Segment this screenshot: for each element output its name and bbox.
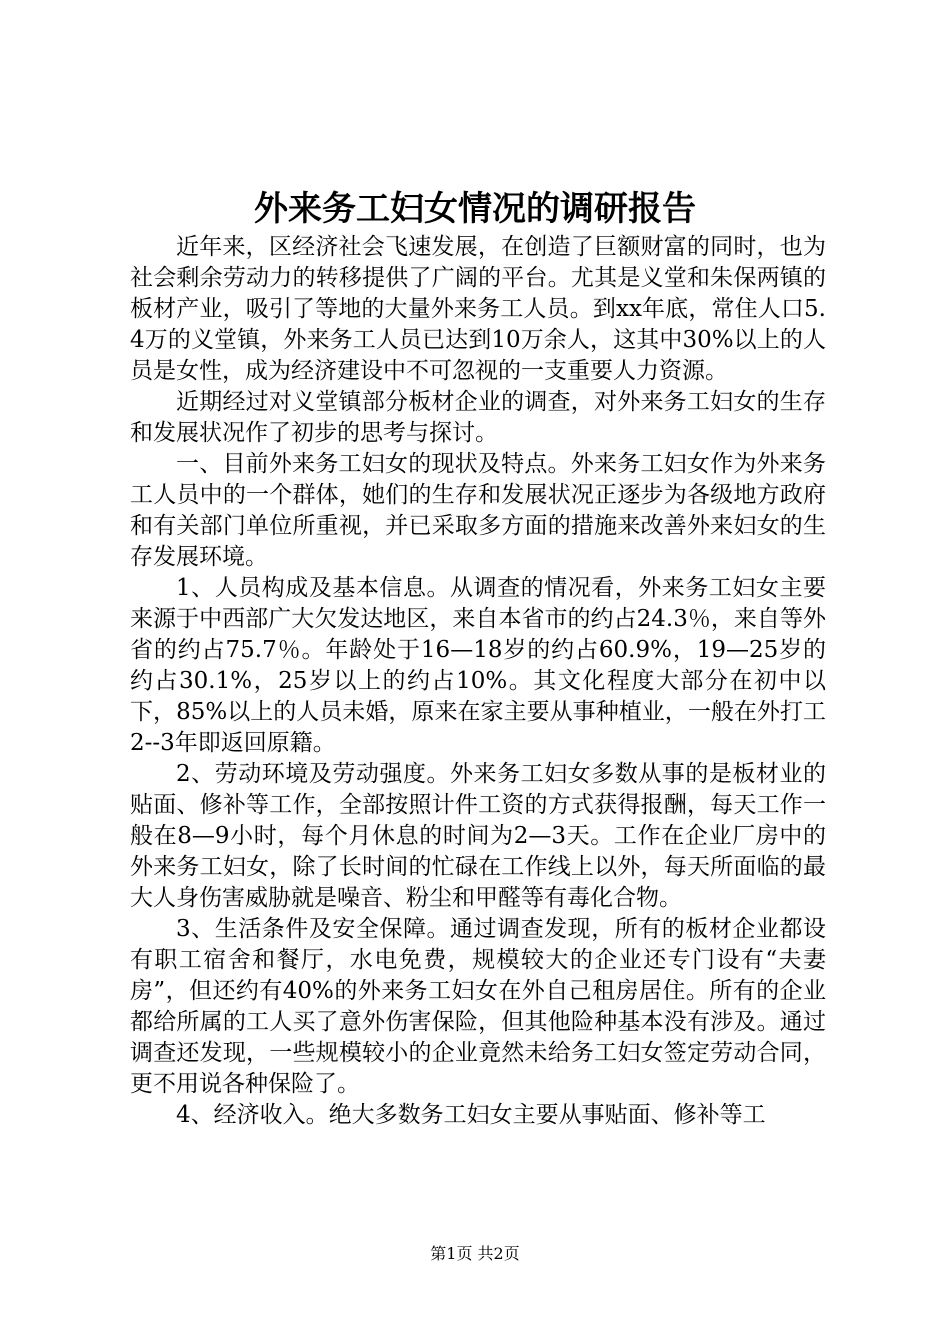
paragraph-section-one: 一、目前外来务工妇女的现状及特点。外来务工妇女作为外来务工人员中的一个群体，她们的生存和发展状况正逐步为各级地方政府和有关部门单位所重视，并已采取多方面的措施来改善外来妇女的生存发展环境。 [130,451,826,570]
paragraph-item-1: 1、人员构成及基本信息。从调查的情况看，外来务工妇女主要来源于中西部广大欠发达地区，来自本省市的约占24.3％，来自等外省的约占75.7％。年龄处于16—18岁的约占60.9%，19—25岁的约占30.1%，25岁以上的约占10%。其文化程度大部分在初中以下，85%以上的人员未婚，原来在家主要从事种植业，一般在外打工2--3年即返回原籍。 [130,575,826,756]
document-body [130,232,826,1131]
document-title: 外来务工妇女情况的调研报告 [254,189,696,229]
paragraph-item-3: 3、生活条件及安全保障。通过调查发现，所有的板材企业都设有职工宿舍和餐厅，水电免费，规模较大的企业还专门设有“夫妻房”，但还约有40%的外来务工妇女在外自己租房居住。所有的企业都给所属的工人买了意外伤害保险，但其他险种基本没有涉及。通过调查还发现，一些规模较小的企业竟然未给务工妇女签定劳动合同，更不用说各种保险了。 [130,916,826,1097]
paragraph-item-2: 2、劳动环境及劳动强度。外来务工妇女多数从事的是板材业的贴面、修补等工作，全部按照计件工资的方式获得报酬，每天工作一般在8—9小时，每个月休息的时间为2—3天。工作在企业厂房中的外来务工妇女，除了长时间的忙碌在工作线上以外，每天所面临的最大人身伤害威胁就是噪音、粉尘和甲醛等有毒化合物。 [130,761,826,911]
paragraph-intro: 近年来，区经济社会飞速发展，在创造了巨额财富的同时，也为社会剩余劳动力的转移提供了广阔的平台。尤其是义堂和朱保两镇的板材产业，吸引了等地的大量外来务工人员。到xx年底，常住人口5.4万的义堂镇，外来务工人员已达到10万余人，这其中30%以上的人员是女性，成为经济建设中不可忽视的一支重要人力资源。 [130,234,826,384]
paragraph-item-4: 4、经济收入。绝大多数务工妇女主要从事贴面、修补等工 [176,1102,766,1128]
page-number-footer: 第1页 共2页 [430,1244,520,1263]
paragraph-survey: 近期经过对义堂镇部分板材企业的调查，对外来务工妇女的生存和发展状况作了初步的思考与探讨。 [130,389,826,446]
